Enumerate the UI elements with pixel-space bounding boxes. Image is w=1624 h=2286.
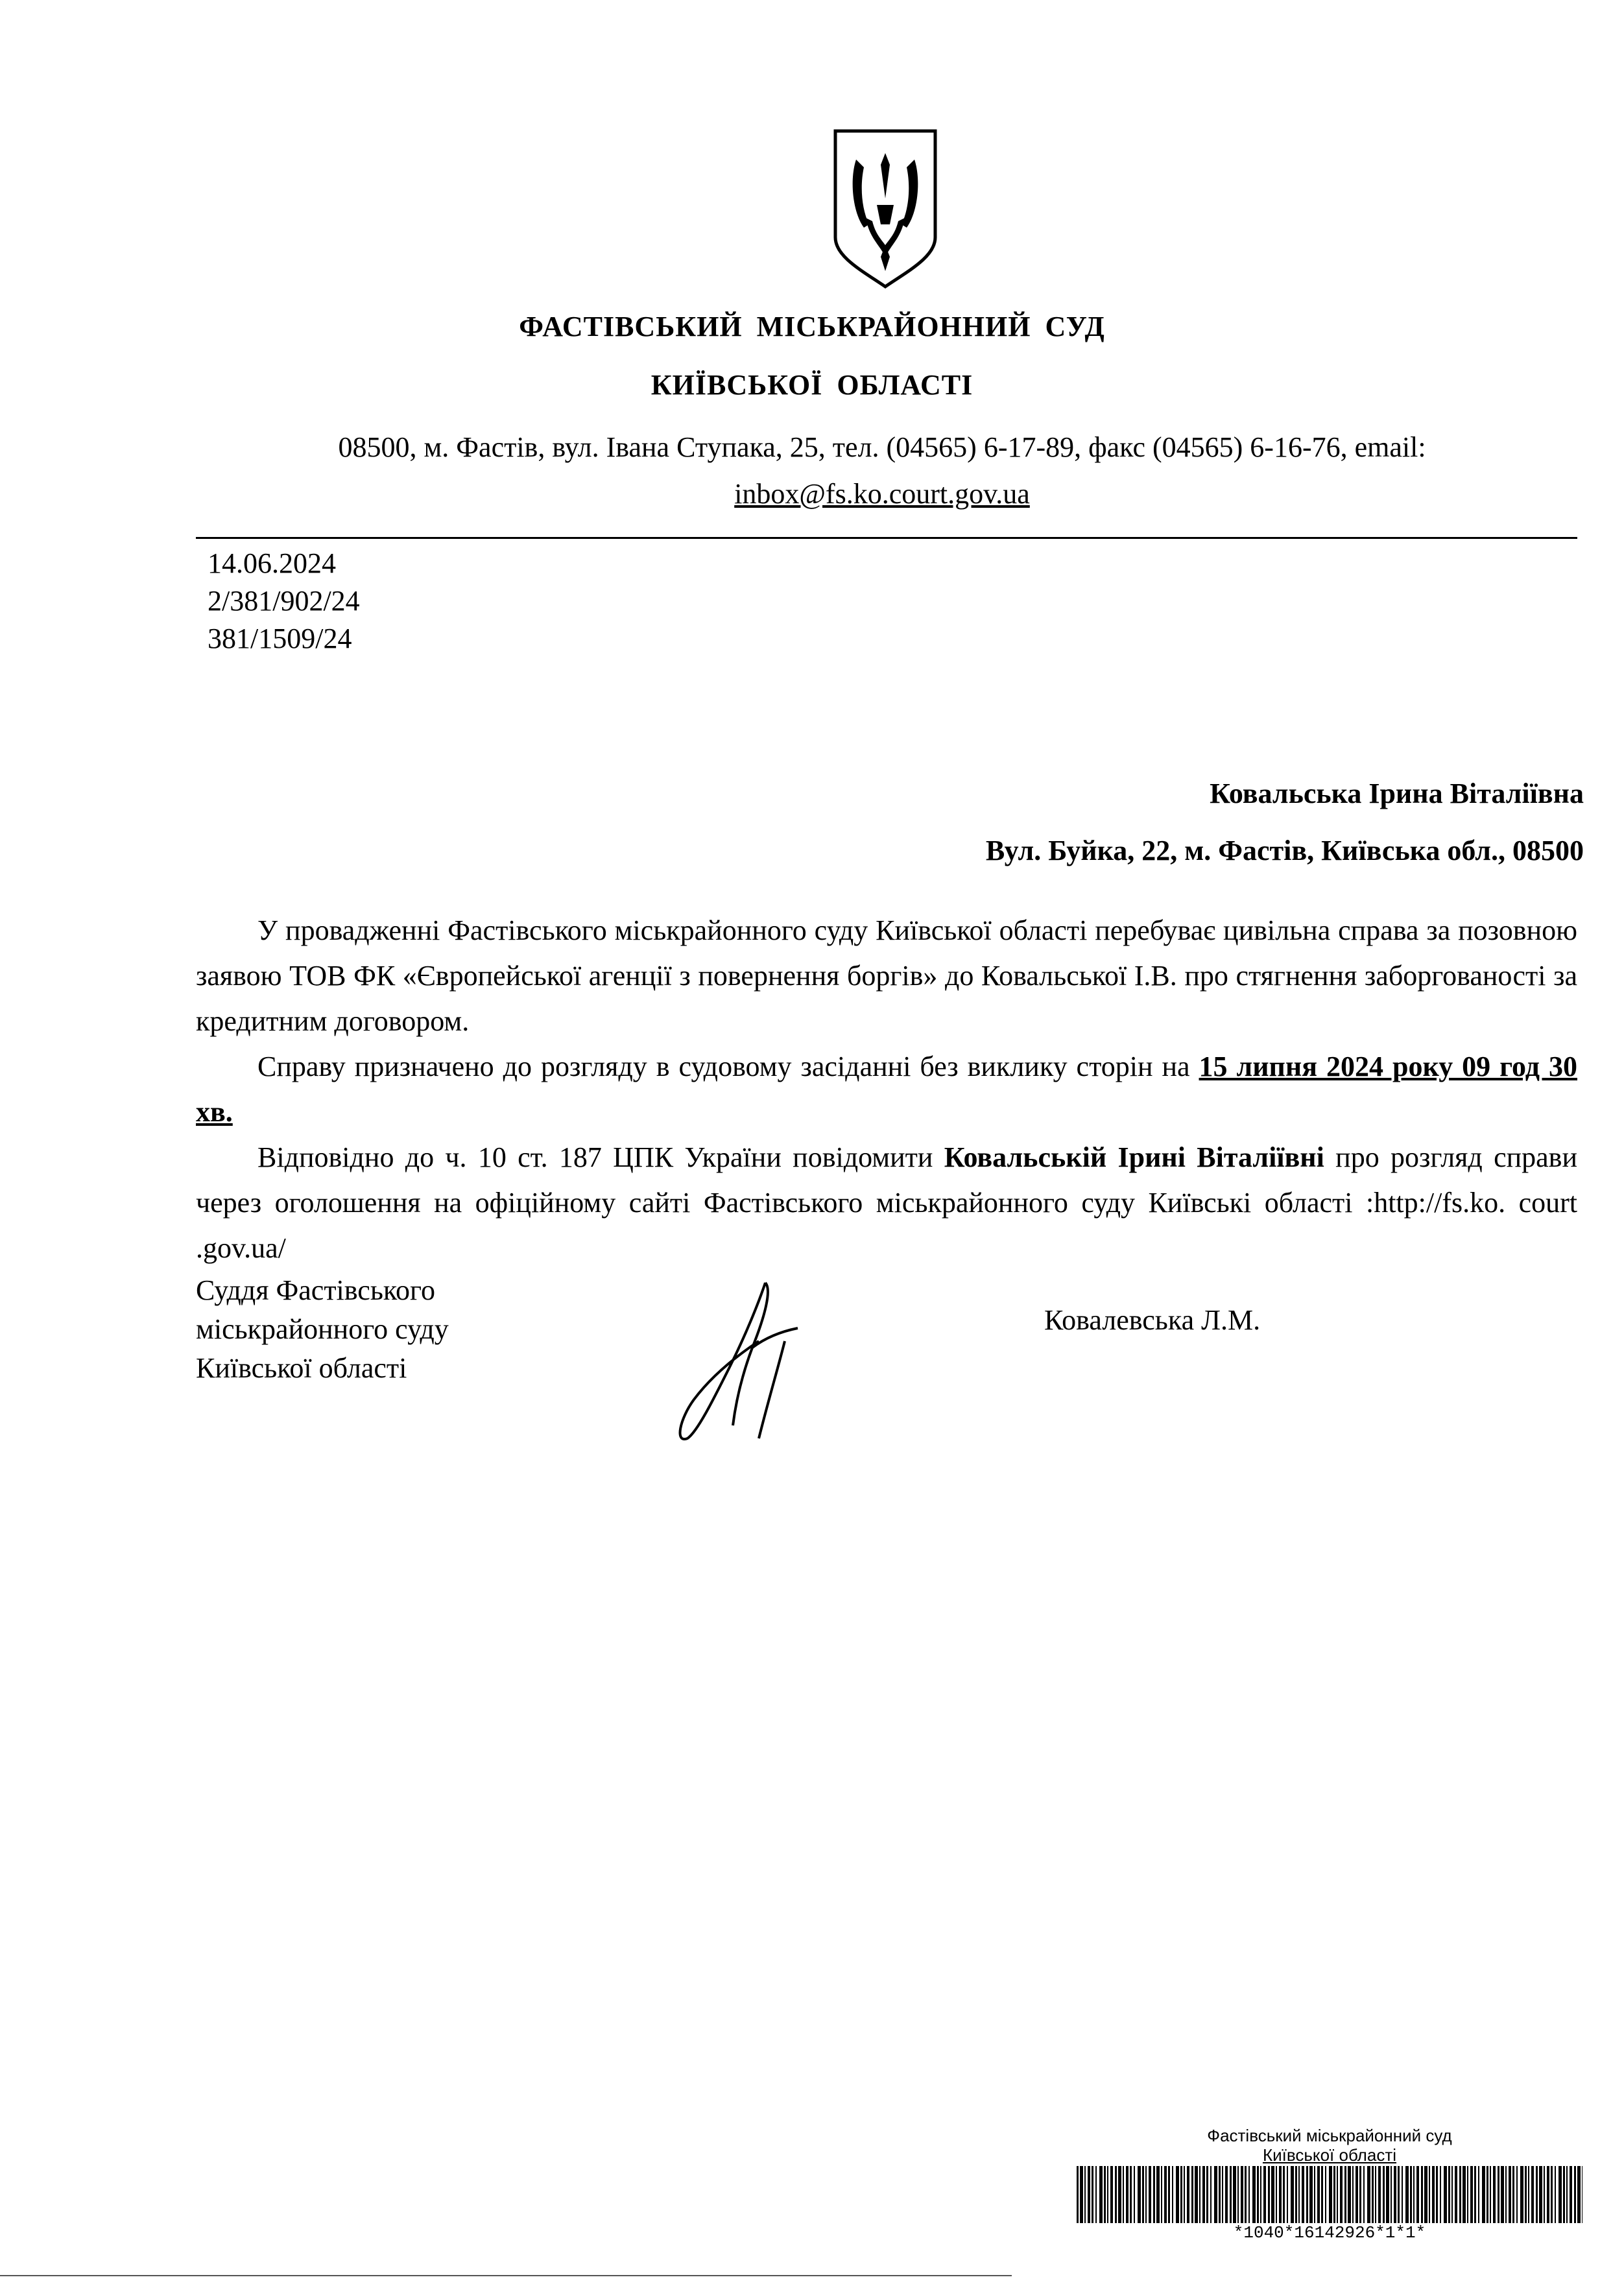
barcode-bar xyxy=(1314,2166,1315,2223)
header-divider xyxy=(196,537,1577,539)
barcode-bar xyxy=(1352,2166,1354,2223)
barcode-number: *1040*16142926*1*1* xyxy=(1233,2223,1426,2243)
court-name-line1: ФАСТІВСЬКИЙ МІСЬКРАЙОННИЙ СУД xyxy=(519,311,1105,342)
judge-title-line3: Київської області xyxy=(196,1352,407,1384)
barcode-bar xyxy=(1402,2166,1403,2223)
barcode-bar xyxy=(1536,2166,1538,2223)
notified-person-name: Ковальській Ірині Віталіївні xyxy=(944,1141,1324,1173)
barcode-bar xyxy=(1413,2166,1415,2223)
paragraph-2-prefix: Справу призначено до розгляду в судовому засіданні без виклику сторін на xyxy=(257,1051,1199,1082)
barcode-bar xyxy=(1566,2166,1568,2223)
barcode-bar xyxy=(1333,2166,1335,2223)
paragraph-3 xyxy=(196,1135,1577,1271)
barcode-bar xyxy=(1279,2166,1282,2223)
barcode-bar xyxy=(1482,2166,1485,2223)
barcode-bar xyxy=(1459,2166,1461,2223)
barcode-bar xyxy=(1206,2166,1208,2223)
barcode-bar xyxy=(1263,2166,1266,2223)
barcode-bar xyxy=(1391,2166,1392,2223)
barcode-bar xyxy=(1195,2166,1198,2223)
document-meta xyxy=(208,545,360,658)
barcode-bar xyxy=(1123,2166,1124,2223)
barcode-bar xyxy=(1187,2166,1189,2223)
barcode-bar xyxy=(1386,2166,1389,2223)
barcode-bar xyxy=(1498,2166,1499,2223)
barcode-bar xyxy=(1298,2166,1300,2223)
barcode-bar xyxy=(1222,2166,1223,2223)
barcode-bar xyxy=(1440,2166,1441,2223)
barcode-bar xyxy=(1145,2166,1147,2223)
barcode-bar xyxy=(1202,2166,1205,2223)
barcode-bar xyxy=(1410,2166,1412,2223)
recipient-address: Вул. Буйка, 22, м. Фастів, Київська обл., 08500 xyxy=(985,835,1584,866)
stamp-line2: Київської області xyxy=(1262,2145,1397,2165)
barcode-bar xyxy=(1248,2166,1250,2223)
barcode-bar xyxy=(1176,2166,1179,2223)
barcode-bar xyxy=(1512,2166,1514,2223)
barcode-bar xyxy=(1405,2166,1409,2223)
barcode-bar xyxy=(1134,2166,1135,2223)
barcode-bar xyxy=(1080,2166,1083,2223)
barcode-bar xyxy=(1172,2166,1173,2223)
barcode-bar xyxy=(1501,2166,1504,2223)
barcode-bar xyxy=(1558,2166,1562,2223)
barcode-bar xyxy=(1363,2166,1365,2223)
barcode-bar xyxy=(1493,2166,1496,2223)
email-link[interactable]: inbox@fs.ko.court.gov.ua xyxy=(734,478,1030,510)
barcode-bar xyxy=(1257,2166,1259,2223)
barcode-bar xyxy=(1516,2166,1518,2223)
proceeding-number: 381/1509/24 xyxy=(208,623,352,654)
registry-stamp xyxy=(1103,2126,1557,2165)
barcode-bar xyxy=(1107,2166,1108,2223)
barcode-bar xyxy=(1478,2166,1479,2223)
barcode xyxy=(1077,2166,1582,2223)
barcode-bar xyxy=(1283,2166,1285,2223)
handwritten-signature xyxy=(668,1276,817,1445)
barcode-bar xyxy=(1287,2166,1288,2223)
barcode-bar xyxy=(1245,2166,1247,2223)
barcode-bar xyxy=(1130,2166,1132,2223)
case-number: 2/381/902/24 xyxy=(208,585,360,617)
barcode-bar xyxy=(1241,2166,1243,2223)
recipient-name: Ковальська Ірина Віталіївна xyxy=(1210,778,1584,809)
barcode-bar xyxy=(1463,2166,1466,2223)
barcode-bar xyxy=(1302,2166,1304,2223)
barcode-bar xyxy=(1359,2166,1361,2223)
page-bottom-line xyxy=(0,2275,1012,2276)
barcode-bar xyxy=(1095,2166,1097,2223)
barcode-bar xyxy=(1490,2166,1491,2223)
barcode-bar xyxy=(1214,2166,1217,2223)
barcode-bar xyxy=(1092,2166,1093,2223)
barcode-bar xyxy=(1505,2166,1507,2223)
barcode-bar xyxy=(1156,2166,1160,2223)
barcode-bar xyxy=(1309,2166,1313,2223)
barcode-bar xyxy=(1470,2166,1473,2223)
hearing-datetime: 15 липня 2024 року 09 год 30 хв. xyxy=(196,1051,1577,1128)
barcode-bar xyxy=(1233,2166,1236,2223)
barcode-bar xyxy=(1570,2166,1572,2223)
barcode-bar xyxy=(1118,2166,1121,2223)
document-date: 14.06.2024 xyxy=(208,547,336,579)
stamp-line1: Фастівський міськрайонний суд xyxy=(1207,2126,1452,2145)
barcode-bar xyxy=(1531,2166,1534,2223)
paragraph-2 xyxy=(196,1044,1577,1135)
barcode-bar xyxy=(1149,2166,1151,2223)
barcode-bar xyxy=(1291,2166,1294,2223)
court-name-line2: КИЇВСЬКОЇ ОБЛАСТІ xyxy=(651,369,973,401)
barcode-bar xyxy=(1525,2166,1527,2223)
barcode-bar xyxy=(1161,2166,1162,2223)
barcode-bar xyxy=(1547,2166,1549,2223)
barcode-bar xyxy=(1340,2166,1343,2223)
barcode-bar xyxy=(1467,2166,1468,2223)
barcode-bar xyxy=(1230,2166,1232,2223)
barcode-bar xyxy=(1448,2166,1450,2223)
barcode-bar xyxy=(1429,2166,1430,2223)
paragraph-3-prefix: Відповідно до ч. 10 ст. 187 ЦПК України повідомити xyxy=(257,1141,944,1173)
judge-title-line2: міськрайонного суду xyxy=(196,1313,449,1345)
barcode-bar xyxy=(1126,2166,1128,2223)
barcode-bar xyxy=(1383,2166,1385,2223)
barcode-bar xyxy=(1424,2166,1427,2223)
barcode-bar xyxy=(1436,2166,1438,2223)
barcode-bar xyxy=(1271,2166,1274,2223)
barcode-bar xyxy=(1088,2166,1090,2223)
barcode-bar xyxy=(1355,2166,1358,2223)
barcode-bar xyxy=(1398,2166,1400,2223)
barcode-bar xyxy=(1110,2166,1113,2223)
recipient-block xyxy=(986,765,1584,879)
barcode-bar xyxy=(1348,2166,1351,2223)
barcode-bar xyxy=(1394,2166,1396,2223)
barcode-bar xyxy=(1574,2166,1576,2223)
paragraph-3-suffix: про розгляд справи через оголошення на офіційному сайті Фастівського міськрайонного суду Київські області :http://fs.ko. court .gov.ua/ xyxy=(196,1141,1578,1264)
barcode-bar xyxy=(1487,2166,1488,2223)
barcode-bar xyxy=(1168,2166,1170,2223)
barcode-bar xyxy=(1455,2166,1457,2223)
judge-title-block xyxy=(196,1271,449,1388)
judge-name: Ковалевська Л.М. xyxy=(1044,1304,1261,1336)
barcode-bar xyxy=(1210,2166,1212,2223)
letter-body xyxy=(196,908,1577,1271)
barcode-bar xyxy=(1317,2166,1320,2223)
barcode-bar xyxy=(1344,2166,1346,2223)
barcode-bar xyxy=(1337,2166,1338,2223)
barcode-bar xyxy=(1084,2166,1086,2223)
barcode-bar xyxy=(1474,2166,1476,2223)
barcode-bar xyxy=(1329,2166,1332,2223)
barcode-bar xyxy=(1164,2166,1167,2223)
barcode-bar xyxy=(1544,2166,1545,2223)
barcode-bar xyxy=(1219,2166,1221,2223)
judge-title-line1: Суддя Фастівського xyxy=(196,1274,435,1306)
barcode-bar xyxy=(1295,2166,1297,2223)
barcode-bar xyxy=(1268,2166,1270,2223)
barcode-bar xyxy=(1325,2166,1326,2223)
barcode-bar xyxy=(1421,2166,1423,2223)
barcode-bar xyxy=(1099,2166,1103,2223)
barcode-bar xyxy=(1378,2166,1381,2223)
barcode-bar xyxy=(1539,2166,1542,2223)
coat-of-arms-emblem xyxy=(830,127,940,289)
barcode-bar xyxy=(1104,2166,1106,2223)
barcode-bar xyxy=(1199,2166,1200,2223)
barcode-bar xyxy=(1252,2166,1256,2223)
barcode-bar xyxy=(1577,2166,1581,2223)
court-address xyxy=(246,424,1518,518)
barcode-bar xyxy=(1367,2166,1370,2223)
barcode-bar xyxy=(1372,2166,1374,2223)
barcode-bar xyxy=(1375,2166,1376,2223)
barcode-bar xyxy=(1563,2166,1565,2223)
barcode-bar xyxy=(1153,2166,1155,2223)
barcode-bar xyxy=(1509,2166,1511,2223)
barcode-bar xyxy=(1306,2166,1308,2223)
barcode-bar xyxy=(1276,2166,1277,2223)
paragraph-1: У провадженні Фастівського міськрайонного суду Київської області перебуває цивільна справа за позовною заявою ТОВ ФК «Європейської агенції з повернення боргів» до Ковальської І.В. про стягнення заборгованості за кредитним договором. xyxy=(196,914,1577,1037)
barcode-bar xyxy=(1260,2166,1261,2223)
barcode-bar xyxy=(1444,2166,1447,2223)
barcode-bar xyxy=(1528,2166,1529,2223)
barcode-bar xyxy=(1451,2166,1453,2223)
barcode-bar xyxy=(1237,2166,1239,2223)
barcode-bar xyxy=(1555,2166,1556,2223)
barcode-bar xyxy=(1520,2166,1523,2223)
address-text: 08500, м. Фастів, вул. Івана Ступака, 25, тел. (04565) 6-17-89, факс (04565) 6-16-76, email: xyxy=(338,431,1426,463)
barcode-bar xyxy=(1191,2166,1193,2223)
barcode-bar xyxy=(1115,2166,1117,2223)
barcode-bar xyxy=(1077,2166,1079,2223)
barcode-bar xyxy=(1321,2166,1323,2223)
barcode-bar xyxy=(1432,2166,1435,2223)
barcode-bar xyxy=(1180,2166,1182,2223)
barcode-bar xyxy=(1416,2166,1419,2223)
barcode-bar xyxy=(1184,2166,1185,2223)
barcode-bar xyxy=(1551,2166,1553,2223)
barcode-bar xyxy=(1138,2166,1141,2223)
barcode-bar xyxy=(1225,2166,1228,2223)
barcode-bar xyxy=(1142,2166,1144,2223)
